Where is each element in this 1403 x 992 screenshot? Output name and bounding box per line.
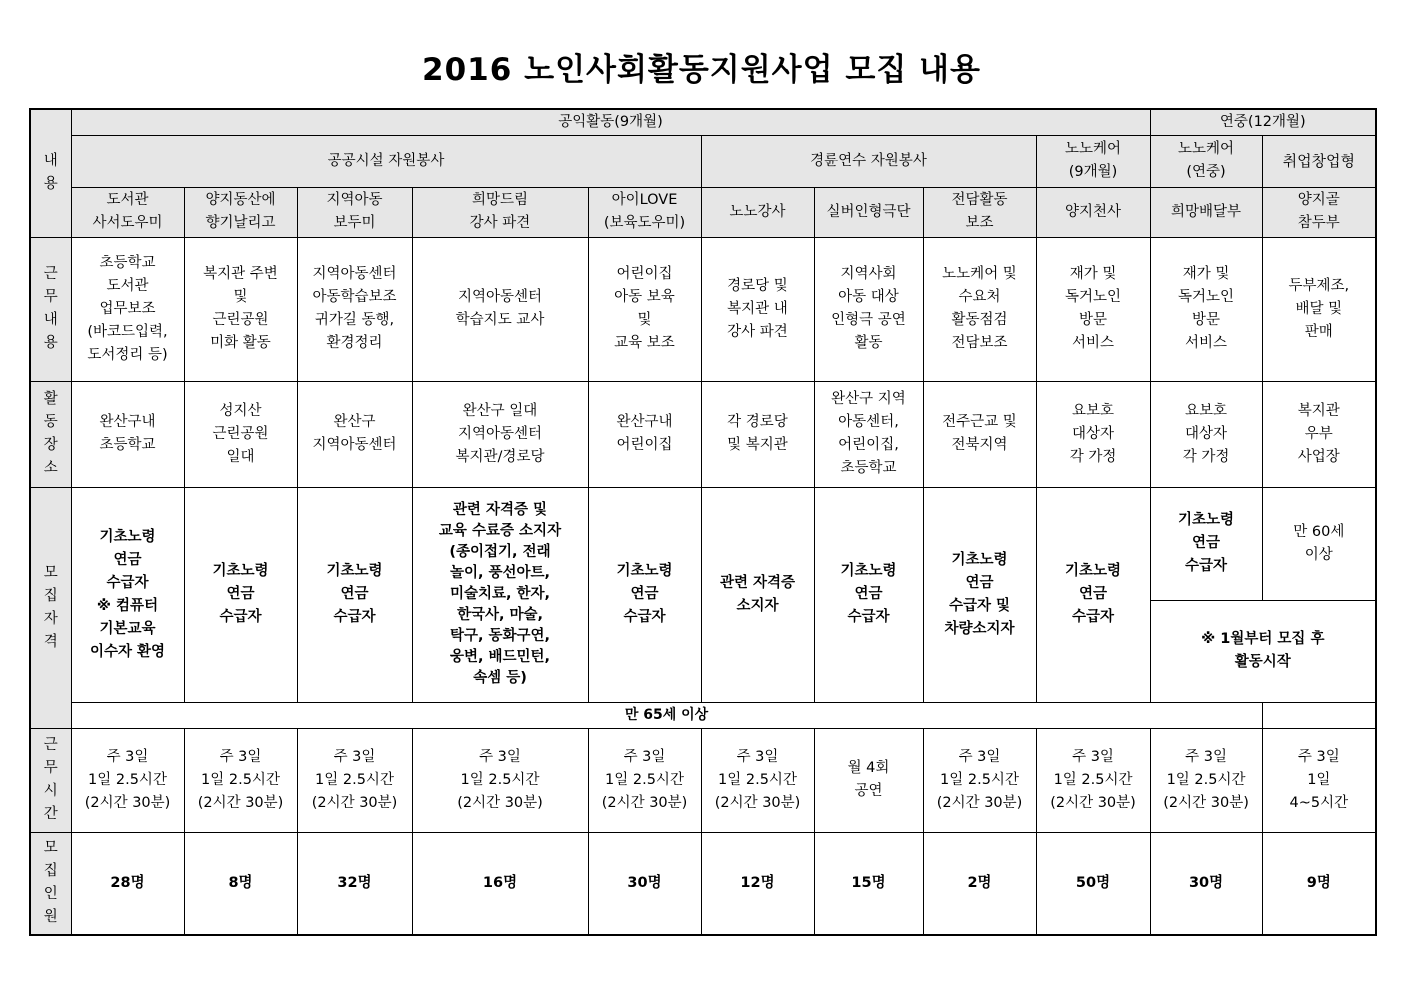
place-cell: 완산구내 초등학교	[71, 381, 184, 487]
hours-cell: 주 3일 1일 2.5시간 (2시간 30분)	[923, 728, 1036, 832]
place-cell: 완산구내 어린이집	[588, 381, 701, 487]
program-name: 양지천사	[1036, 187, 1150, 237]
hours-cell: 주 3일 1일 2.5시간 (2시간 30분)	[412, 728, 588, 832]
work-cell: 두부제조, 배달 및 판매	[1262, 237, 1376, 381]
work-cell: 경로당 및 복지관 내 강사 파견	[701, 237, 814, 381]
program-name: 아이LOVE (보육도우미)	[588, 187, 701, 237]
program-name: 양지골 참두부	[1262, 187, 1376, 237]
qualification-cell: 기초노령 연금 수급자	[1036, 487, 1150, 702]
place-cell: 요보호 대상자 각 가정	[1036, 381, 1150, 487]
place-cell: 요보호 대상자 각 가정	[1150, 381, 1262, 487]
qualification-cell: 기초노령 연금 수급자 및 차량소지자	[923, 487, 1036, 702]
work-cell: 재가 및 독거노인 방문 서비스	[1150, 237, 1262, 381]
group-public: 공익활동(9개월)	[71, 109, 1150, 135]
count-cell: 12명	[701, 832, 814, 935]
hours-cell: 주 3일 1일 2.5시간 (2시간 30분)	[1150, 728, 1262, 832]
qualification-cell: 관련 자격증 및 교육 수료증 소지자 (종이접기, 전래 놀이, 풍선아트, 미술치료, 한자, 한국사, 마술, 탁구, 동화구연, 웅변, 배드민턴, 속셈 등)	[412, 487, 588, 702]
hours-cell: 주 3일 1일 2.5시간 (2시간 30분)	[1036, 728, 1150, 832]
group-nonocare-9: 노노케어 (9개월)	[1036, 135, 1150, 187]
qualification-cell: 기초노령 연금 수급자	[588, 487, 701, 702]
program-name: 노노강사	[701, 187, 814, 237]
count-cell: 30명	[1150, 832, 1262, 935]
work-cell: 복지관 주변 및 근린공원 미화 활동	[184, 237, 297, 381]
work-cell: 초등학교 도서관 업무보조 (바코드입력, 도서정리 등)	[71, 237, 184, 381]
row-label-content: 내 용	[30, 109, 71, 237]
place-cell: 복지관 우부 사업장	[1262, 381, 1376, 487]
age-requirement: 만 65세 이상	[71, 702, 1262, 728]
group-employ: 취업창업형	[1262, 135, 1376, 187]
hours-cell: 주 3일 1일 2.5시간 (2시간 30분)	[297, 728, 412, 832]
age-requirement-blank	[1262, 702, 1376, 728]
work-cell: 지역사회 아동 대상 인형극 공연 활동	[814, 237, 923, 381]
count-cell: 9명	[1262, 832, 1376, 935]
program-name: 양지동산에 향기날리고	[184, 187, 297, 237]
count-cell: 28명	[71, 832, 184, 935]
qualification-cell: 관련 자격증 소지자	[701, 487, 814, 702]
place-cell: 완산구 지역아동센터	[297, 381, 412, 487]
work-cell: 재가 및 독거노인 방문 서비스	[1036, 237, 1150, 381]
work-cell: 지역아동센터 학습지도 교사	[412, 237, 588, 381]
qualification-cell: 기초노령 연금 수급자 ※ 컴퓨터 기본교육 이수자 환영	[71, 487, 184, 702]
work-cell: 어린이집 아동 보육 및 교육 보조	[588, 237, 701, 381]
work-cell: 지역아동센터 아동학습보조 귀가길 동행, 환경정리	[297, 237, 412, 381]
program-name: 희망드림 강사 파견	[412, 187, 588, 237]
place-cell: 성지산 근린공원 일대	[184, 381, 297, 487]
hours-cell: 주 3일 1일 4~5시간	[1262, 728, 1376, 832]
group-facility: 공공시설 자원봉사	[71, 135, 701, 187]
row-label-work: 근 무 내 용	[30, 237, 71, 381]
row-label-hours: 근 무 시 간	[30, 728, 71, 832]
program-name: 전담활동 보조	[923, 187, 1036, 237]
recruitment-table	[29, 108, 1377, 936]
qualification-cell: 기초노령 연금 수급자	[1150, 487, 1262, 600]
group-yearround: 연중(12개월)	[1150, 109, 1376, 135]
qualification-cell: 기초노령 연금 수급자	[184, 487, 297, 702]
qualification-cell: 기초노령 연금 수급자	[814, 487, 923, 702]
row-label-place: 활 동 장 소	[30, 381, 71, 487]
count-cell: 30명	[588, 832, 701, 935]
place-cell: 전주근교 및 전북지역	[923, 381, 1036, 487]
place-cell: 완산구 일대 지역아동센터 복지관/경로당	[412, 381, 588, 487]
program-name: 희망배달부	[1150, 187, 1262, 237]
qualification-cell: 만 60세 이상	[1262, 487, 1376, 600]
count-cell: 16명	[412, 832, 588, 935]
qualification-note: ※ 1월부터 모집 후 활동시작	[1150, 600, 1376, 702]
place-cell: 각 경로당 및 복지관	[701, 381, 814, 487]
program-name: 실버인형극단	[814, 187, 923, 237]
row-label-count: 모 집 인 원	[30, 832, 71, 935]
hours-cell: 주 3일 1일 2.5시간 (2시간 30분)	[184, 728, 297, 832]
place-cell: 완산구 지역 아동센터, 어린이집, 초등학교	[814, 381, 923, 487]
qualification-cell: 기초노령 연금 수급자	[297, 487, 412, 702]
page-title: 2016 노인사회활동지원사업 모집 내용	[422, 52, 981, 88]
program-name: 도서관 사서도우미	[71, 187, 184, 237]
hours-cell: 월 4회 공연	[814, 728, 923, 832]
count-cell: 15명	[814, 832, 923, 935]
count-cell: 32명	[297, 832, 412, 935]
count-cell: 50명	[1036, 832, 1150, 935]
row-label-qualification: 모 집 자 격	[30, 487, 71, 728]
work-cell: 노노케어 및 수요처 활동점검 전담보조	[923, 237, 1036, 381]
hours-cell: 주 3일 1일 2.5시간 (2시간 30분)	[701, 728, 814, 832]
group-experience: 경륜연수 자원봉사	[701, 135, 1036, 187]
hours-cell: 주 3일 1일 2.5시간 (2시간 30분)	[588, 728, 701, 832]
count-cell: 2명	[923, 832, 1036, 935]
hours-cell: 주 3일 1일 2.5시간 (2시간 30분)	[71, 728, 184, 832]
group-nonocare-12: 노노케어 (연중)	[1150, 135, 1262, 187]
program-name: 지역아동 보두미	[297, 187, 412, 237]
count-cell: 8명	[184, 832, 297, 935]
